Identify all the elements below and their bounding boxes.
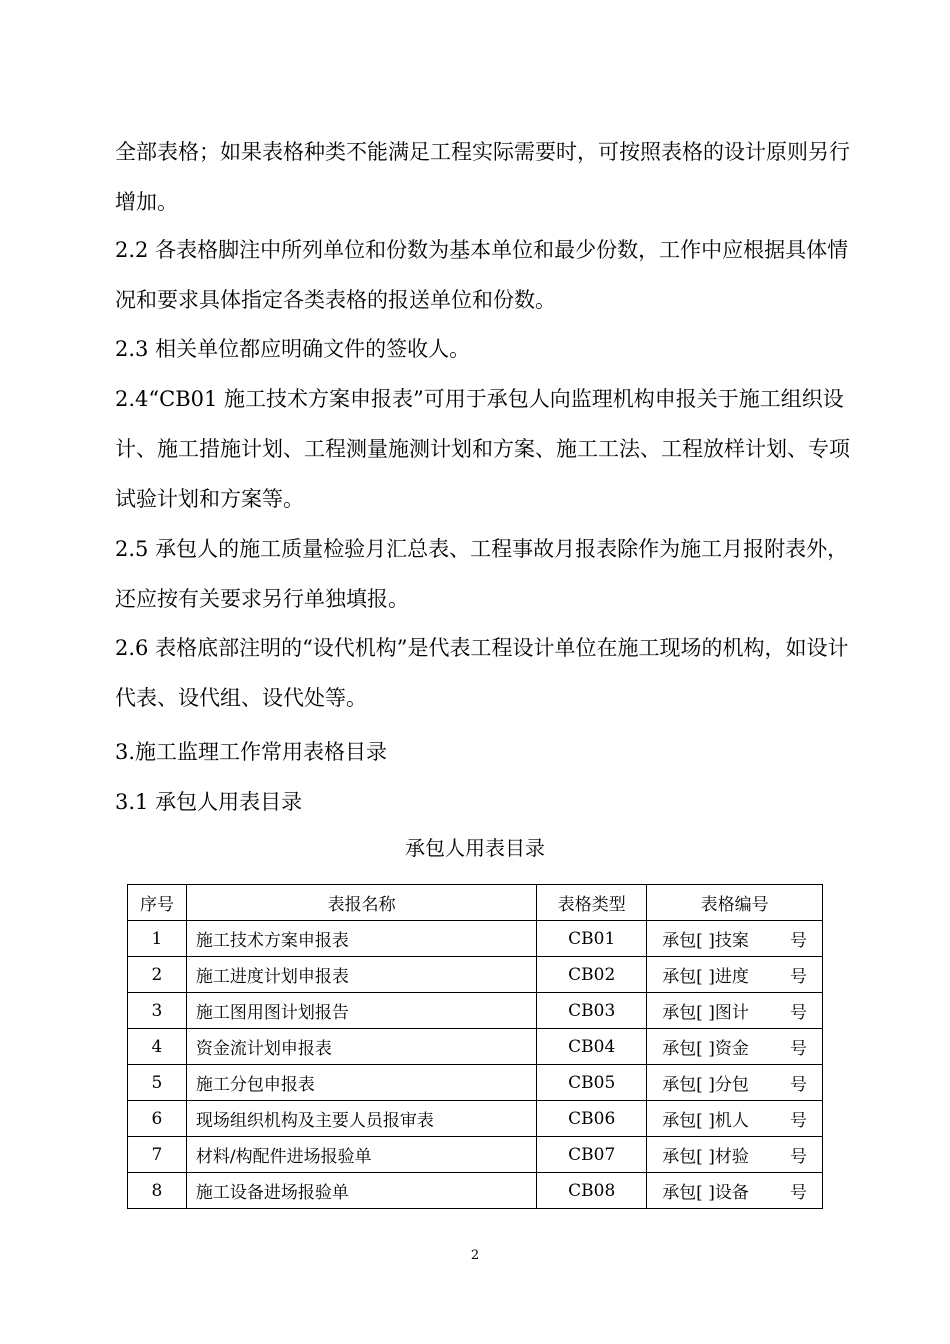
row-code bbox=[647, 1029, 823, 1065]
header-name: 表报名称 bbox=[186, 885, 536, 921]
row-type: CB07 bbox=[537, 1137, 647, 1173]
table-header-row bbox=[128, 885, 823, 921]
row-code bbox=[647, 1137, 823, 1173]
row-no: 5 bbox=[128, 1065, 187, 1101]
paragraph-2-2: 2.2 各表格脚注中所列单位和份数为基本单位和最少份数，工作中应根据具体情况和要求具体指定各类表格的报送单位和份数。 bbox=[115, 238, 849, 312]
row-code bbox=[647, 957, 823, 993]
row-code-suffix: 号 bbox=[790, 1075, 807, 1095]
row-code-suffix: 号 bbox=[790, 1039, 807, 1059]
row-code bbox=[647, 993, 823, 1029]
row-code-suffix: 号 bbox=[790, 967, 807, 987]
row-code-suffix: 号 bbox=[790, 1111, 807, 1131]
table-row bbox=[128, 921, 823, 957]
table-row bbox=[128, 1065, 823, 1101]
row-no: 8 bbox=[128, 1173, 187, 1209]
page-number: 2 bbox=[470, 1248, 480, 1263]
header-code: 表格编号 bbox=[647, 885, 823, 921]
row-no: 4 bbox=[128, 1029, 187, 1065]
header-no: 序号 bbox=[128, 885, 187, 921]
row-code-prefix: 承包[ ]图计 bbox=[662, 1003, 749, 1023]
row-name: 施工设备进场报验单 bbox=[186, 1173, 536, 1209]
table-caption: 承包人用表目录 bbox=[405, 836, 545, 860]
row-no: 7 bbox=[128, 1137, 187, 1173]
row-type: CB04 bbox=[537, 1029, 647, 1065]
row-type: CB01 bbox=[537, 921, 647, 957]
header-type: 表格类型 bbox=[537, 885, 647, 921]
row-code bbox=[647, 1101, 823, 1137]
row-code-prefix: 承包[ ]进度 bbox=[662, 967, 749, 987]
row-code-suffix: 号 bbox=[790, 1183, 807, 1203]
row-code-suffix: 号 bbox=[790, 1003, 807, 1023]
row-type: CB03 bbox=[537, 993, 647, 1029]
paragraph-intro: 全部表格；如果表格种类不能满足工程实际需要时，可按照表格的设计原则另行增加。 bbox=[115, 140, 850, 214]
row-no: 3 bbox=[128, 993, 187, 1029]
row-type: CB02 bbox=[537, 957, 647, 993]
row-name: 施工进度计划申报表 bbox=[186, 957, 536, 993]
row-type: CB08 bbox=[537, 1173, 647, 1209]
section-heading-3: 3.施工监理工作常用表格目录 bbox=[115, 740, 388, 764]
row-code-prefix: 承包[ ]分包 bbox=[662, 1075, 749, 1095]
paragraph-2-3: 2.3 相关单位都应明确文件的签收人。 bbox=[115, 337, 471, 361]
row-code bbox=[647, 921, 823, 957]
row-code-prefix: 承包[ ]设备 bbox=[662, 1183, 749, 1203]
section-heading-3-1: 3.1 承包人用表目录 bbox=[115, 790, 303, 814]
row-no: 2 bbox=[128, 957, 187, 993]
row-code-suffix: 号 bbox=[790, 1147, 807, 1167]
table-row bbox=[128, 1173, 823, 1209]
row-no: 1 bbox=[128, 921, 187, 957]
paragraph-2-6: 2.6 表格底部注明的“设代机构”是代表工程设计单位在施工现场的机构，如设计代表、设代组、设代处等。 bbox=[115, 636, 849, 710]
row-name: 施工图用图计划报告 bbox=[186, 993, 536, 1029]
contractor-forms-table bbox=[127, 884, 823, 1209]
table-row bbox=[128, 1101, 823, 1137]
row-name: 现场组织机构及主要人员报审表 bbox=[186, 1101, 536, 1137]
row-type: CB06 bbox=[537, 1101, 647, 1137]
row-code-prefix: 承包[ ]技案 bbox=[662, 931, 749, 951]
row-code bbox=[647, 1065, 823, 1101]
row-name: 资金流计划申报表 bbox=[186, 1029, 536, 1065]
row-no: 6 bbox=[128, 1101, 187, 1137]
table-row bbox=[128, 993, 823, 1029]
table-row bbox=[128, 1029, 823, 1065]
paragraph-2-4: 2.4“CB01 施工技术方案申报表”可用于承包人向监理机构申报关于施工组织设计、施工措施计划、工程测量施测计划和方案、施工工法、工程放样计划、专项试验计划和方案等。 bbox=[115, 387, 850, 511]
table-row bbox=[128, 957, 823, 993]
row-code-prefix: 承包[ ]资金 bbox=[662, 1039, 749, 1059]
row-name: 施工技术方案申报表 bbox=[186, 921, 536, 957]
row-name: 施工分包申报表 bbox=[186, 1065, 536, 1101]
paragraph-2-5: 2.5 承包人的施工质量检验月汇总表、工程事故月报表除作为施工月报附表外，还应按有关要求另行单独填报。 bbox=[115, 537, 849, 611]
table-row bbox=[128, 1137, 823, 1173]
row-code bbox=[647, 1173, 823, 1209]
row-code-suffix: 号 bbox=[790, 931, 807, 951]
row-type: CB05 bbox=[537, 1065, 647, 1101]
row-code-prefix: 承包[ ]机人 bbox=[662, 1111, 749, 1131]
row-name: 材料/构配件进场报验单 bbox=[186, 1137, 536, 1173]
row-code-prefix: 承包[ ]材验 bbox=[662, 1147, 749, 1167]
